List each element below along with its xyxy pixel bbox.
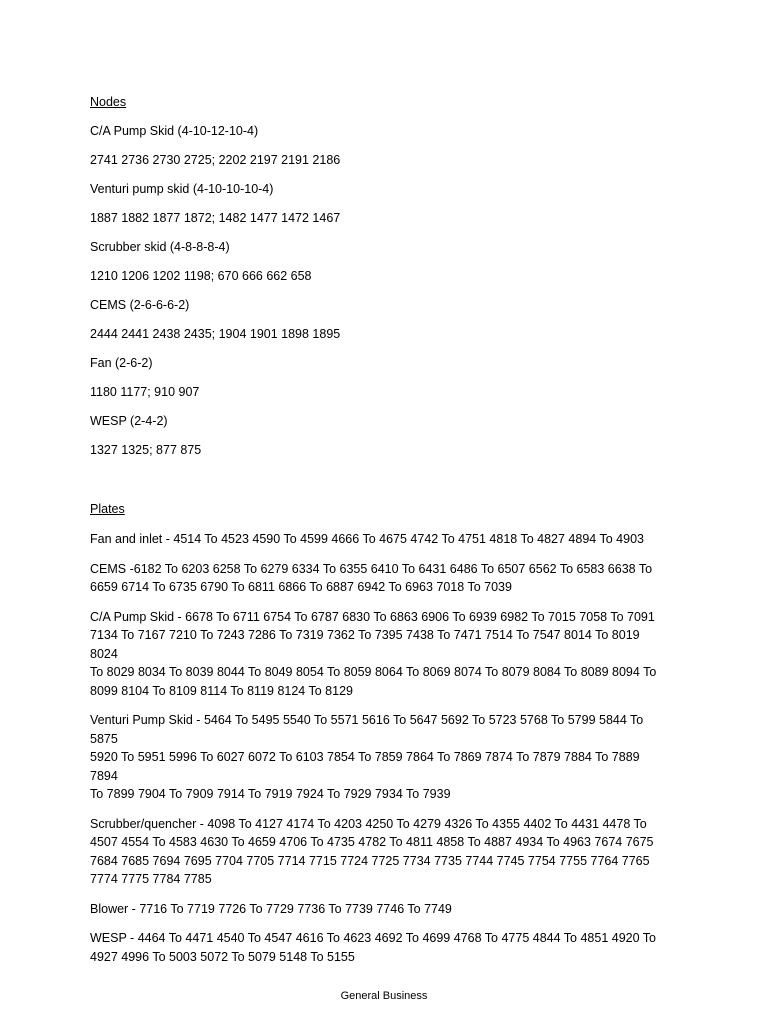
plates-wesp: WESP - 4464 To 4471 4540 To 4547 4616 To 4623 4692 To 4699 4768 To 4775 4844 To 4851 4920 To 4927 4996 To 5003 5072 To 5079 5148 To 5155 — [90, 931, 657, 964]
nodes-line-venturi-pump-skid: Venturi pump skid (4-10-10-10-4) — [90, 182, 274, 196]
nodes-line-ca-pump-skid-values: 2741 2736 2730 2725; 2202 2197 2191 2186 — [90, 153, 341, 167]
plates-heading: Plates — [90, 502, 125, 516]
document-page — [90, 94, 670, 977]
plates-fan-and-inlet: Fan and inlet - 4514 To 4523 4590 To 4599 4666 To 4675 4742 To 4751 4818 To 4827 4894 To 4903 — [90, 532, 644, 546]
nodes-line-wesp-values: 1327 1325; 877 875 — [90, 443, 202, 457]
section-gap — [90, 471, 670, 501]
footer-classification-label: General Business — [340, 990, 428, 1002]
nodes-line-venturi-pump-skid-values: 1887 1882 1877 1872; 1482 1477 1472 1467 — [90, 211, 341, 225]
nodes-line-cems-values: 2444 2441 2438 2435; 1904 1901 1898 1895 — [90, 327, 341, 341]
plates-venturi-pump-skid: Venturi Pump Skid - 5464 To 5495 5540 To 5571 5616 To 5647 5692 To 5723 5768 To 5799 5844 To 5875 5920 To 5951 5996 To 6027 6072 To 6103 7854 To 7859 7864 To 7869 7874 To 7879 7884 To 7889 7894 To 7899 7904 To 7909 7914 To 7919 7924 To 7929 7934 To 7939 — [90, 713, 644, 801]
nodes-line-fan-values: 1180 1177; 910 907 — [90, 385, 200, 399]
plates-scrubber-quencher: Scrubber/quencher - 4098 To 4127 4174 To 4203 4250 To 4279 4326 To 4355 4402 To 4431 4478 To 4507 4554 To 4583 4630 To 4659 4706 To 4735 4782 To 4811 4858 To 4887 4934 To 4963 7674 7675 7684 7685 7694 7695 7704 7705 7714 7715 7724 7725 7734 7735 7744 7745 7754 7755 7764 7765 7774 7775 7784 7785 — [90, 816, 654, 886]
nodes-line-scrubber-skid: Scrubber skid (4-8-8-8-4) — [90, 240, 230, 254]
plates-cems: CEMS -6182 To 6203 6258 To 6279 6334 To 6355 6410 To 6431 6486 To 6507 6562 To 6583 6638 To 6659 6714 To 6735 6790 To 6811 6866 To 6887 6942 To 6963 7018 To 7039 — [90, 561, 653, 594]
nodes-line-wesp: WESP (2-4-2) — [90, 414, 168, 428]
nodes-line-cems: CEMS (2-6-6-6-2) — [90, 298, 190, 312]
plates-ca-pump-skid: C/A Pump Skid - 6678 To 6711 6754 To 6787 6830 To 6863 6906 To 6939 6982 To 7015 7058 To 7091 7134 To 7167 7210 To 7243 7286 To 7319 7362 To 7395 7438 To 7471 7514 To 7547 8014 To 8019 8024 To 8029 8034 To 8039 8044 To 8049 8054 To 8059 8064 To 8069 8074 To 8079 8084 To 8089 8094 To 8099 8104 To 8109 8114 To 8119 8124 To 8129 — [90, 609, 657, 698]
nodes-line-ca-pump-skid: C/A Pump Skid (4-10-12-10-4) — [90, 124, 259, 138]
nodes-line-scrubber-skid-values: 1210 1206 1202 1198; 670 666 662 658 — [90, 269, 312, 283]
plates-blower: Blower - 7716 To 7719 7726 To 7729 7736 To 7739 7746 To 7749 — [90, 901, 452, 916]
nodes-line-fan: Fan (2-6-2) — [90, 356, 153, 370]
nodes-heading: Nodes — [90, 95, 127, 109]
